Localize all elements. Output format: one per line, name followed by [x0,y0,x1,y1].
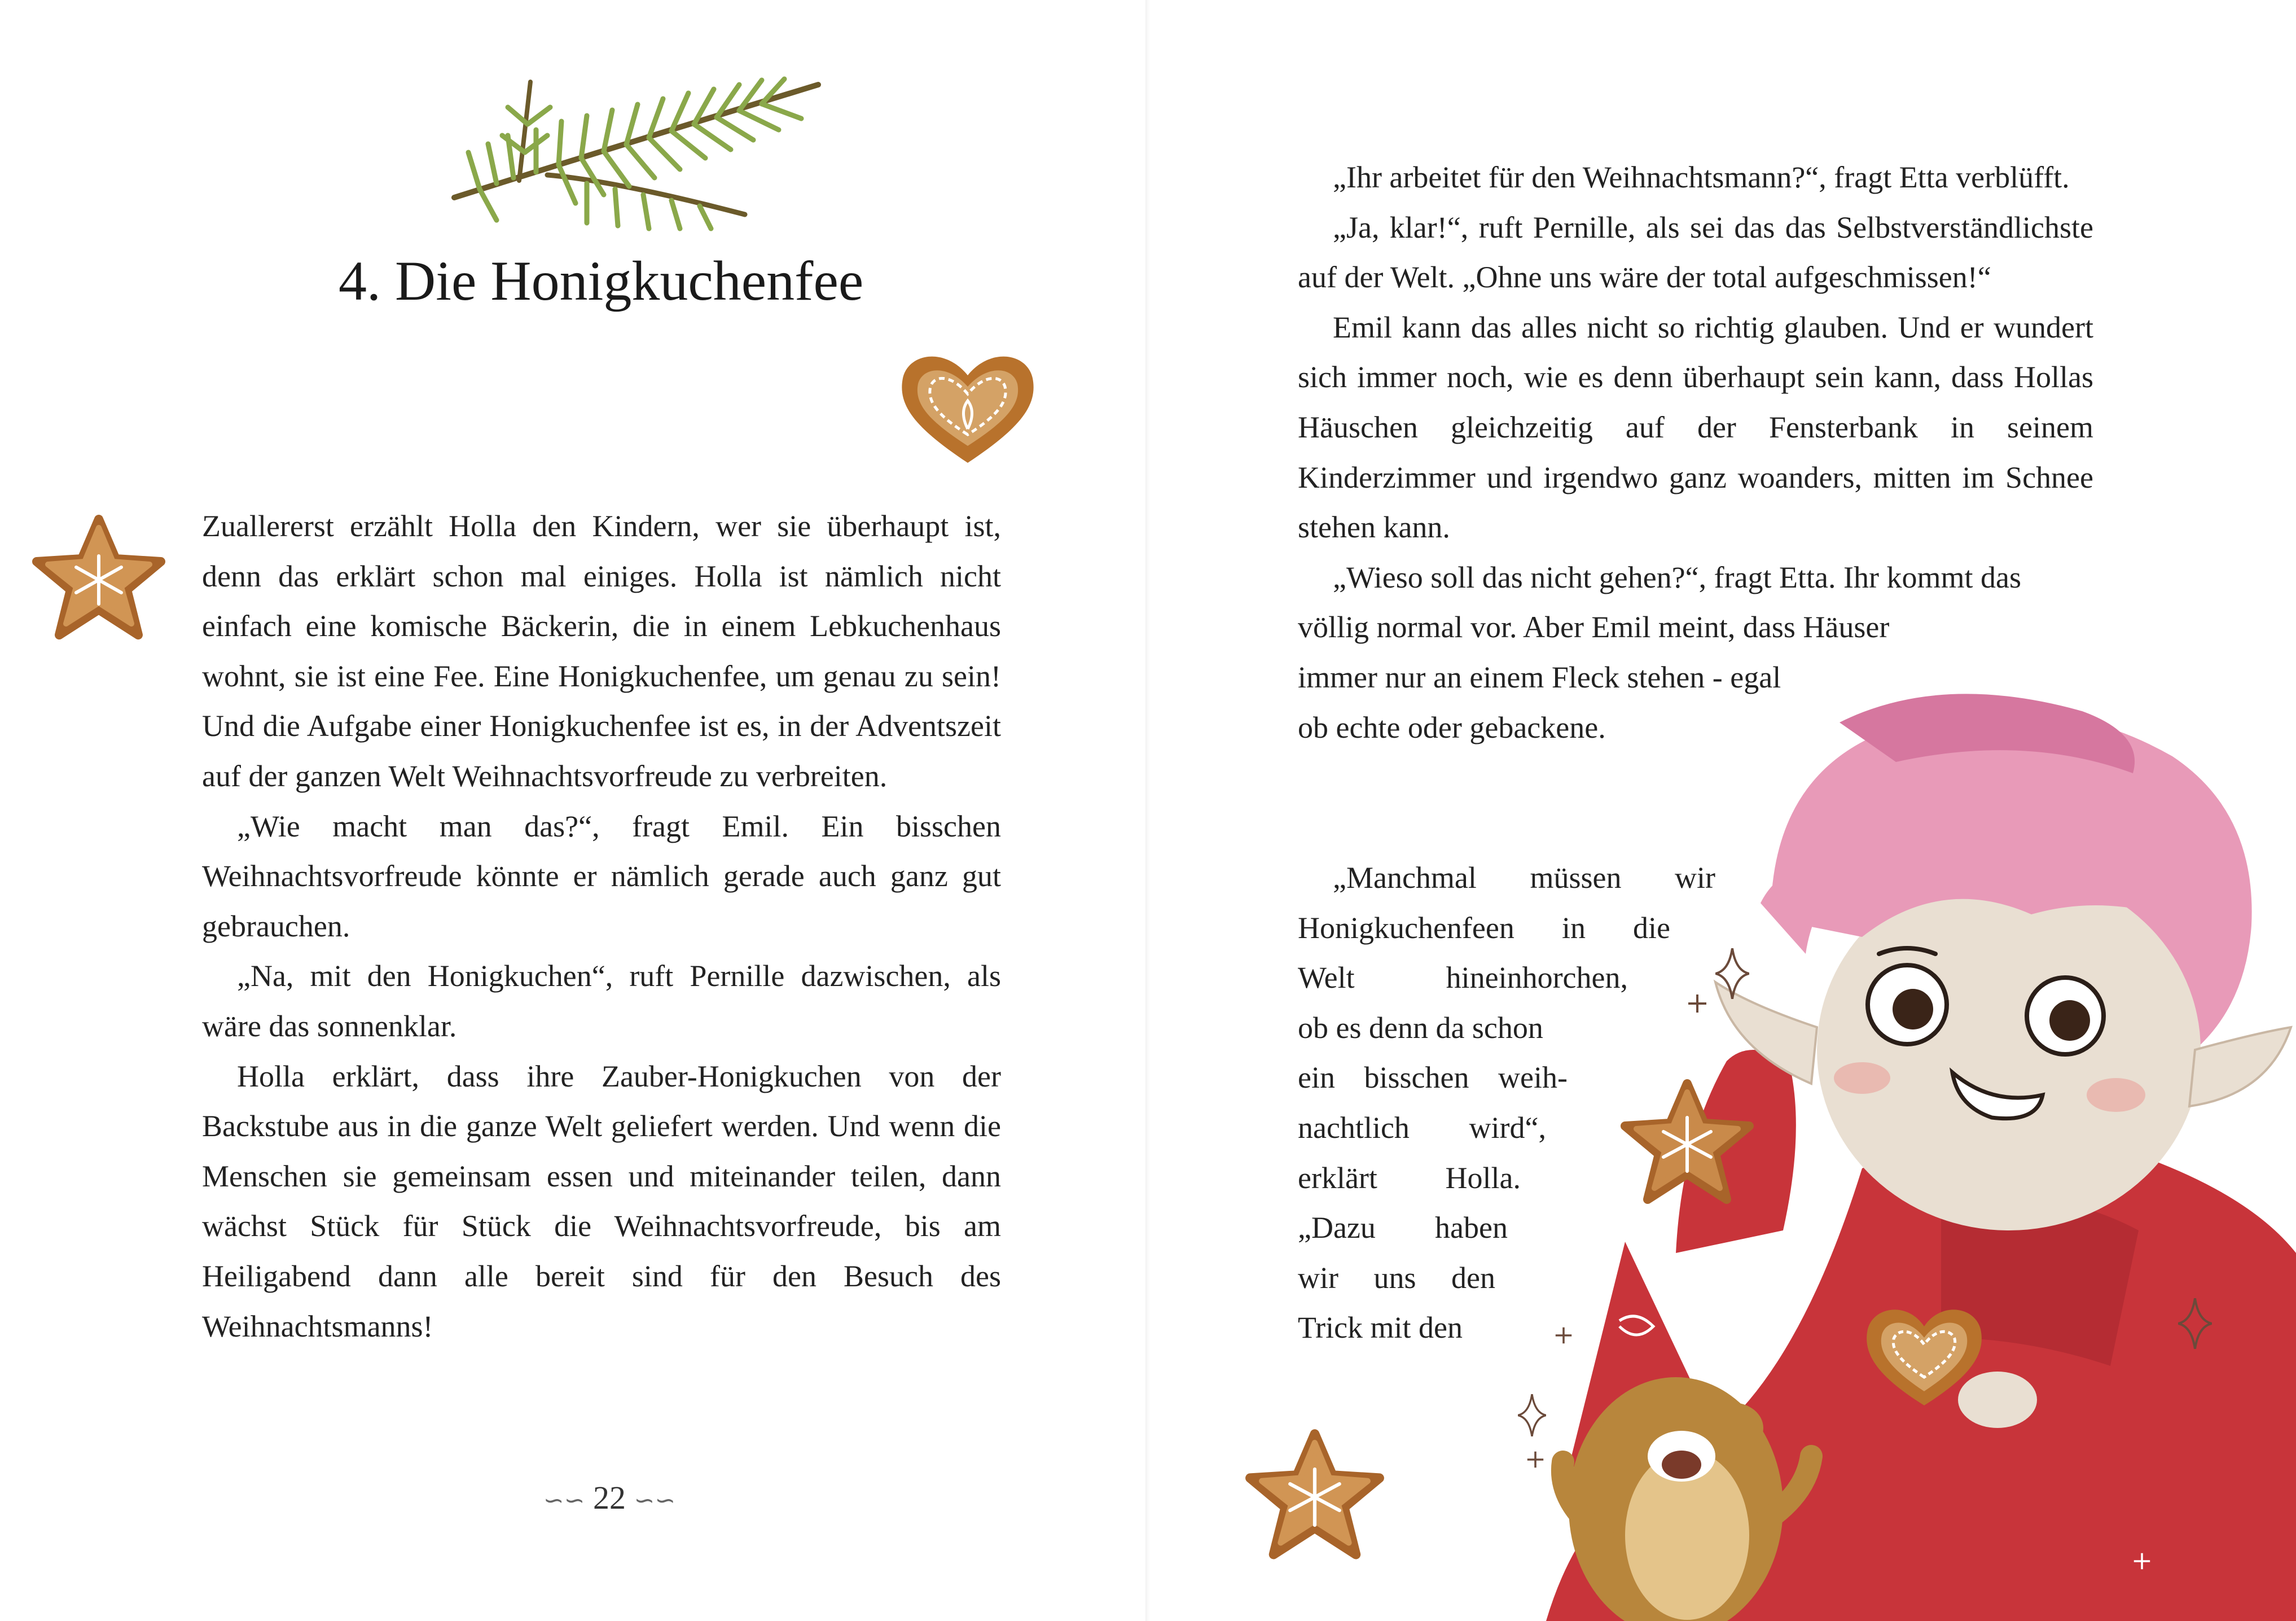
left-page-text [202,501,1001,1351]
text-line: nachtlich wird“, [1298,1110,1546,1145]
sparkle-icon [1687,993,1707,1014]
text-line: „Wieso soll das nicht gehen?“, fragt Etta. Ihr kommt das [1333,560,2021,594]
paragraph: „Ihr arbeitet für den Weihnachtsmann?“, fragt Etta verblüfft. [1333,160,2070,194]
paragraph: Holla erklärt, dass ihre Zauber-Honigkuchen von der Backstube aus in die ganze Welt geliefert werden. Und wenn die Menschen sie gemeinsam essen und miteinander teilen, dann wächst Stück für Stück die Weihnachtsvorfreude, bis am Heiligabend dann alle bereit sind für den Besuch des Weihnachtsmanns! [202,1059,1001,1343]
paragraph: „Wie macht man das?“, fragt Emil. Ein bisschen Weihnachtsvorfreude könnte er nämlich gerade auch ganz gut gebrauchen. [202,809,1001,943]
page-number-value: 22 [593,1479,626,1516]
gingerbread-star-icon [1244,1428,1385,1563]
sparkle-icon [1518,1394,1546,1436]
paragraph: „Ja, klar!“, ruft Pernille, als sei das das Selbstverständlichste auf der Welt. „Ohne uns wäre der total aufgeschmissen!“ [1298,210,2093,295]
chapter-title: 4. Die Honigkuchenfee [339,249,864,312]
right-page-text [1298,152,2093,752]
text-line: „Manchmal müssen wir [1333,861,1715,895]
page-ornament-right: ∽∽ [634,1486,676,1515]
honey-cake-fairy-illustration [1546,689,2296,1621]
text-line: ob es denn da schon [1298,1010,1543,1045]
gingerbread-star-icon [31,514,166,643]
text-line: völlig normal vor. Aber Emil meint, dass Häuser [1298,610,1890,645]
paragraph: „Na, mit den Honigkuchen“, ruft Pernille dazwischen, als wäre das sonnenklar. [202,959,1001,1043]
text-line: Honigkuchenfeen in die [1298,910,1670,945]
sparkle-icon [2133,1552,2151,1570]
text-line: Welt hineinhorchen, [1298,961,1628,995]
page-number [530,1479,688,1517]
paragraph: Emil kann das alles nicht so richtig glauben. Und er wundert sich immer noch, wie es denn überhaupt sein kann, dass Hollas Häuschen gleichzeitig auf der Fensterbank in seinem Kinderzimmer und irgendwo ganz woanders, mitten im Schnee stehen kann. [1298,310,2093,545]
fir-branch-icon [446,68,829,231]
text-line: erklärt Holla. [1298,1160,1521,1195]
text-line: immer nur an einem Fleck stehen - egal [1298,660,1781,694]
text-line: wir uns den [1298,1260,1495,1295]
text-line: ob echte oder gebackene. [1298,710,1606,744]
sparkle-icon [1526,1451,1544,1469]
sparkle-icon [1555,1326,1573,1344]
page-ornament-left: ∽∽ [543,1486,585,1515]
sparkle-icon [1715,948,1749,999]
paragraph: Zuallererst erzählt Holla den Kindern, wer sie überhaupt ist, denn das erklärt schon mal einiges. Holla ist nämlich nicht einfach eine komische Bäckerin, die in einem Lebkuchenhaus wohnt, sie ist eine Fee. Eine Honigkuchenfee, um genau zu sein! Und die Aufgabe einer Honigkuchenfee ist es, in der Adventszeit auf der ganzen Welt Weihnachtsvorfreude zu verbreiten. [202,509,1001,793]
text-line: Trick mit den [1298,1311,1463,1345]
gingerbread-heart-icon [894,344,1041,468]
text-line: ein bisschen weih- [1298,1061,1568,1095]
sparkle-icon [2178,1298,2212,1349]
text-line: „Dazu haben [1298,1211,1508,1245]
